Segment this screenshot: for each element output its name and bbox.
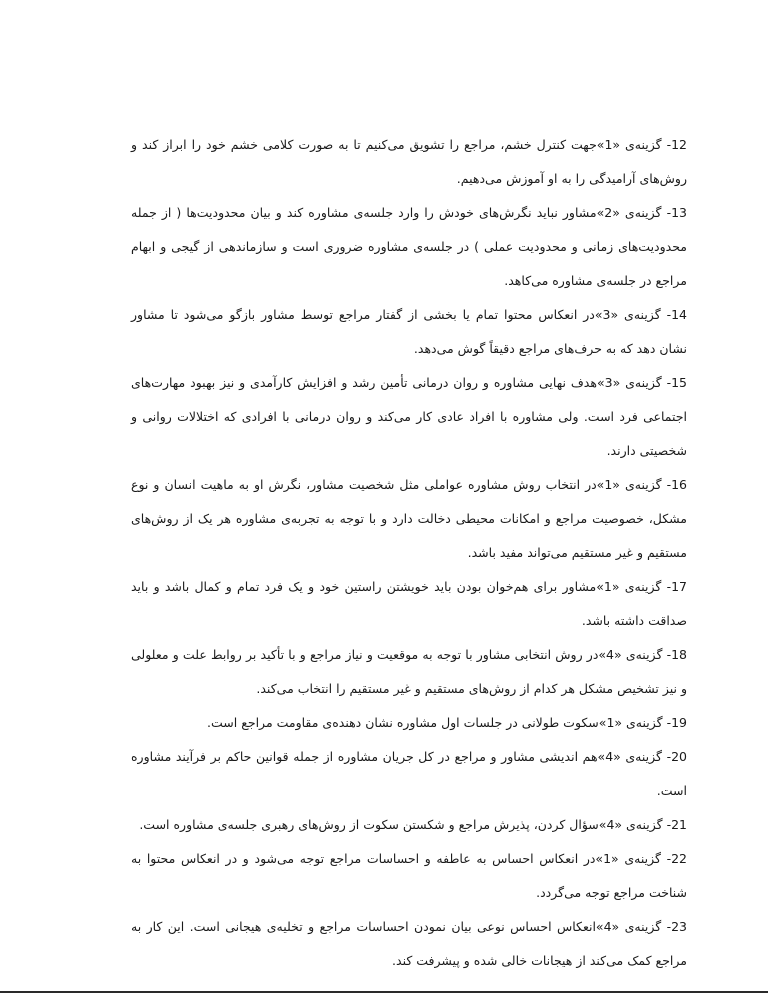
answer-item-20: 20- گزینه‌ی «4»هم اندیشی مشاور و مراجع در کل جریان مشاوره از جمله قوانین حاکم بر فرآیند مشاوره است. [131, 749, 687, 798]
page-bottom-divider [0, 991, 768, 993]
answer-item-17: 17- گزینه‌ی «1»مشاور برای هم‌خوان بودن باید خویشتن راستین خود و یک فرد تمام و کمال باشد و باید صداقت داشته باشد. [131, 579, 687, 628]
answer-item-19: 19- گزینه‌ی «1»سکوت طولانی در جلسات اول مشاوره نشان دهنده‌ی مقاومت مراجع است. [207, 715, 687, 730]
document-body [131, 128, 687, 978]
answer-item-12: 12- گزینه‌ی «1»جهت کنترل خشم، مراجع را تشویق می‌کنیم تا به صورت کلامی خشم خود را ابراز کند و روش‌های آرامیدگی را به او آموزش می‌دهیم. [131, 137, 687, 186]
answer-item-22: 22- گزینه‌ی «1»در انعکاس احساس به عاطفه و احساسات مراجع توجه می‌شود و در انعکاس محتوا به شناخت مراجع توجه می‌گردد. [131, 851, 687, 900]
answer-item-23: 23- گزینه‌ی «4»انعکاس احساس نوعی بیان نمودن احساسات مراجع و تخلیه‌ی هیجانی است. این کار به مراجع کمک می‌کند از هیجانات خالی شده و پیشرفت کند. [131, 919, 687, 968]
answer-item-15: 15- گزینه‌ی «3»هدف نهایی مشاوره و روان درمانی تأمین رشد و افزایش کارآمدی و نیز بهبود مهارت‌های اجتماعی فرد است. ولی مشاوره با افراد عادی کار می‌کند و روان درمانی با افرادی که اختلالات روانی و شخصیتی دارند. [131, 375, 687, 458]
answer-item-18: 18- گزینه‌ی «4»در روش انتخابی مشاور با توجه به موقعیت و نیاز مراجع و با تأکید بر روابط علت و معلولی و نیز تشخیص مشکل هر کدام از روش‌های مستقیم و غیر مستقیم را انتخاب می‌کند. [131, 647, 687, 696]
answer-item-14: 14- گزینه‌ی «3»در انعکاس محتوا تمام یا بخشی از گفتار مراجع توسط مشاور بازگو می‌شود تا مشاور نشان دهد که به حرف‌های مراجع دقیقاً گوش می‌دهد. [131, 307, 687, 356]
answer-item-21: 21- گزینه‌ی «4»سؤال کردن، پذیرش مراجع و شکستن سکوت از روش‌های رهبری جلسه‌ی مشاوره است. [139, 817, 687, 832]
answer-item-16: 16- گزینه‌ی «1»در انتخاب روش مشاوره عواملی مثل شخصیت مشاور، نگرش او به ماهیت انسان و نوع مشکل، خصوصیت مراجع و امکانات محیطی دخالت دارد و با توجه به تجربه‌ی مشاوره هر یک از روش‌های مستقیم و غیر مستقیم می‌تواند مفید باشد. [131, 477, 687, 560]
answer-item-13: 13- گزینه‌ی «2»مشاور نباید نگرش‌های خودش را وارد جلسه‌ی مشاوره کند و بیان محدودیت‌ها ( از جمله محدودیت‌های زمانی و محدودیت عملی ) در جلسه‌ی مشاوره ضروری است و سازماندهی از گیجی و ابهام مراجع در جلسه‌ی مشاوره می‌کاهد. [131, 205, 687, 288]
